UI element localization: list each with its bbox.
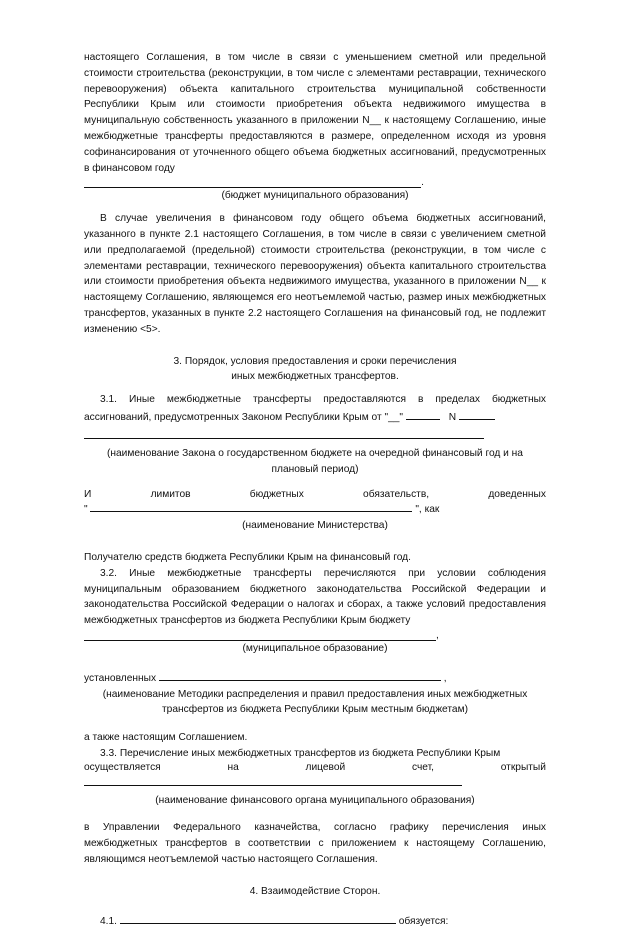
paragraph-treasury: в Управлении Федерального казначейства, согласно графику перечисления иных межбюджетных трансфертов в соответствии с приложением к настоящему Соглашению, являющимся неотъемлемой частью настоящего Соглашения.	[84, 822, 546, 866]
party-blank	[120, 912, 396, 924]
account-word: счет,	[411, 761, 434, 773]
limits-word: И	[84, 489, 92, 501]
also-line: а также настоящим Соглашением.	[84, 732, 248, 744]
account-word: открытый	[500, 761, 546, 773]
caption-municipal: (муниципальное образование)	[242, 642, 388, 654]
account-word: на	[227, 761, 239, 773]
caption-fin-org: (наименование финансового органа муниципального образования)	[155, 794, 475, 806]
caption-budget: (бюджет муниципального образования)	[221, 190, 409, 202]
limits-word: доведенных	[488, 489, 546, 501]
number-blank	[459, 408, 495, 420]
ministry-blank	[90, 500, 412, 512]
blank-line	[84, 176, 421, 188]
recipient-line: Получателю средств бюджета Республики Крым на финансовый год.	[84, 551, 411, 563]
document-page	[84, 50, 546, 929]
municipal-blank	[84, 629, 436, 641]
limits-word: обязательств,	[363, 489, 430, 501]
quote-mark: "	[84, 504, 88, 516]
paragraph-budget-increase: В случае увеличения в финансовом году общего объема бюджетных ассигнований, указанного в пункте 2.1 настоящего Соглашения, в том числе в связи с увеличением сметной или предполагаемой (предельной) стоимости строительства (реконструкции, в том числе с элементами реставрации, технического перевооружения) объекта капитального строительства или стоимости приобретения объекта недвижимого имущества, указанного в приложении N__ к настоящему Соглашению, являющемся его неотъемлемой частью, размер иных межбюджетных трансфертов, указанных в пункте 2.2 настоящего Соглашения на финансовый год, не подлежит изменению <5>.	[84, 213, 546, 335]
date-prefix: от "__"	[371, 411, 404, 423]
established-end: ,	[443, 672, 447, 684]
limits-word: бюджетных	[249, 489, 304, 501]
obligation-word: обязуется:	[398, 915, 449, 927]
municipal-rule-line	[84, 629, 546, 641]
paragraph-3-1	[84, 392, 546, 426]
limits-word: лимитов	[150, 489, 191, 501]
paragraph-4-1	[84, 912, 546, 929]
caption-law: (наименование Закона о государственном бюджете на очередной финансовый год и на плановый период)	[107, 447, 523, 475]
established-label: установленных	[84, 672, 157, 684]
caption-ministry: (наименование Министерства)	[242, 520, 388, 532]
rule-end-comma: ,	[436, 629, 439, 641]
number-prefix: N	[448, 411, 457, 423]
account-line	[84, 762, 546, 773]
section-4-title: 4. Взаимодействие Сторон.	[249, 885, 381, 897]
account-word: осуществляется	[84, 761, 161, 773]
date-blank	[406, 408, 440, 420]
budget-rule-line	[84, 176, 546, 188]
rule-end-mark: .	[421, 177, 424, 189]
account-word: лицевой	[305, 761, 346, 773]
section-3-title-line1: 3. Порядок, условия предоставления и сроки перечисления	[173, 355, 457, 367]
methodology-blank	[159, 669, 441, 681]
fin-org-blank-line	[84, 773, 462, 786]
paragraph-3-2: 3.2. Иные межбюджетные трансферты перечисляются при условии соблюдения муниципальным образованием бюджетного законодательства Российской Федерации и законодательства Российской Федерации о налогах и сборах, а также условий предоставления межбюджетных трансфертов из бюджета Республики Крым бюджету	[84, 567, 546, 627]
caption-methodology: (наименование Методики распределения и правил предоставления иных межбюджетных трансфертов из бюджета Республики Крым местным бюджетам)	[102, 688, 528, 716]
ministry-line-end: ", как	[415, 504, 440, 516]
limits-line	[84, 489, 546, 500]
paragraph-budget-reduction: настоящего Соглашения, в том числе в связи с уменьшением сметной или предельной стоимости строительства (реконструкции, в том числе с элементами реставрации, технического перевооружения) объекта капитального строительства муниципальной собственности Республики Крым или стоимости приобретения объекта недвижимого имущества в муниципальную собственность указанного в приложении N__ к настоящему Соглашению, иные межбюджетные трансферты предоставляются в размере, определенном исходя из уровня софинансирования от уточненного общего объема бюджетных ассигнований, предусмотренных в финансовом году	[84, 52, 546, 174]
paragraph-3-1-text: 3.1. Иные межбюджетные трансферты предоставляются в пределах бюджетных ассигнований, предусмотренных Законом Республики Крым	[84, 394, 546, 423]
established-line	[84, 669, 546, 687]
law-blank-line	[84, 426, 484, 439]
section-3-title-line2: иных межбюджетных трансфертов.	[231, 371, 399, 383]
paragraph-3-3-line1: 3.3. Перечисление иных межбюджетных трансфертов из бюджета Республики Крым	[100, 747, 501, 759]
item-number: 4.1.	[100, 915, 117, 927]
ministry-line	[84, 500, 546, 518]
